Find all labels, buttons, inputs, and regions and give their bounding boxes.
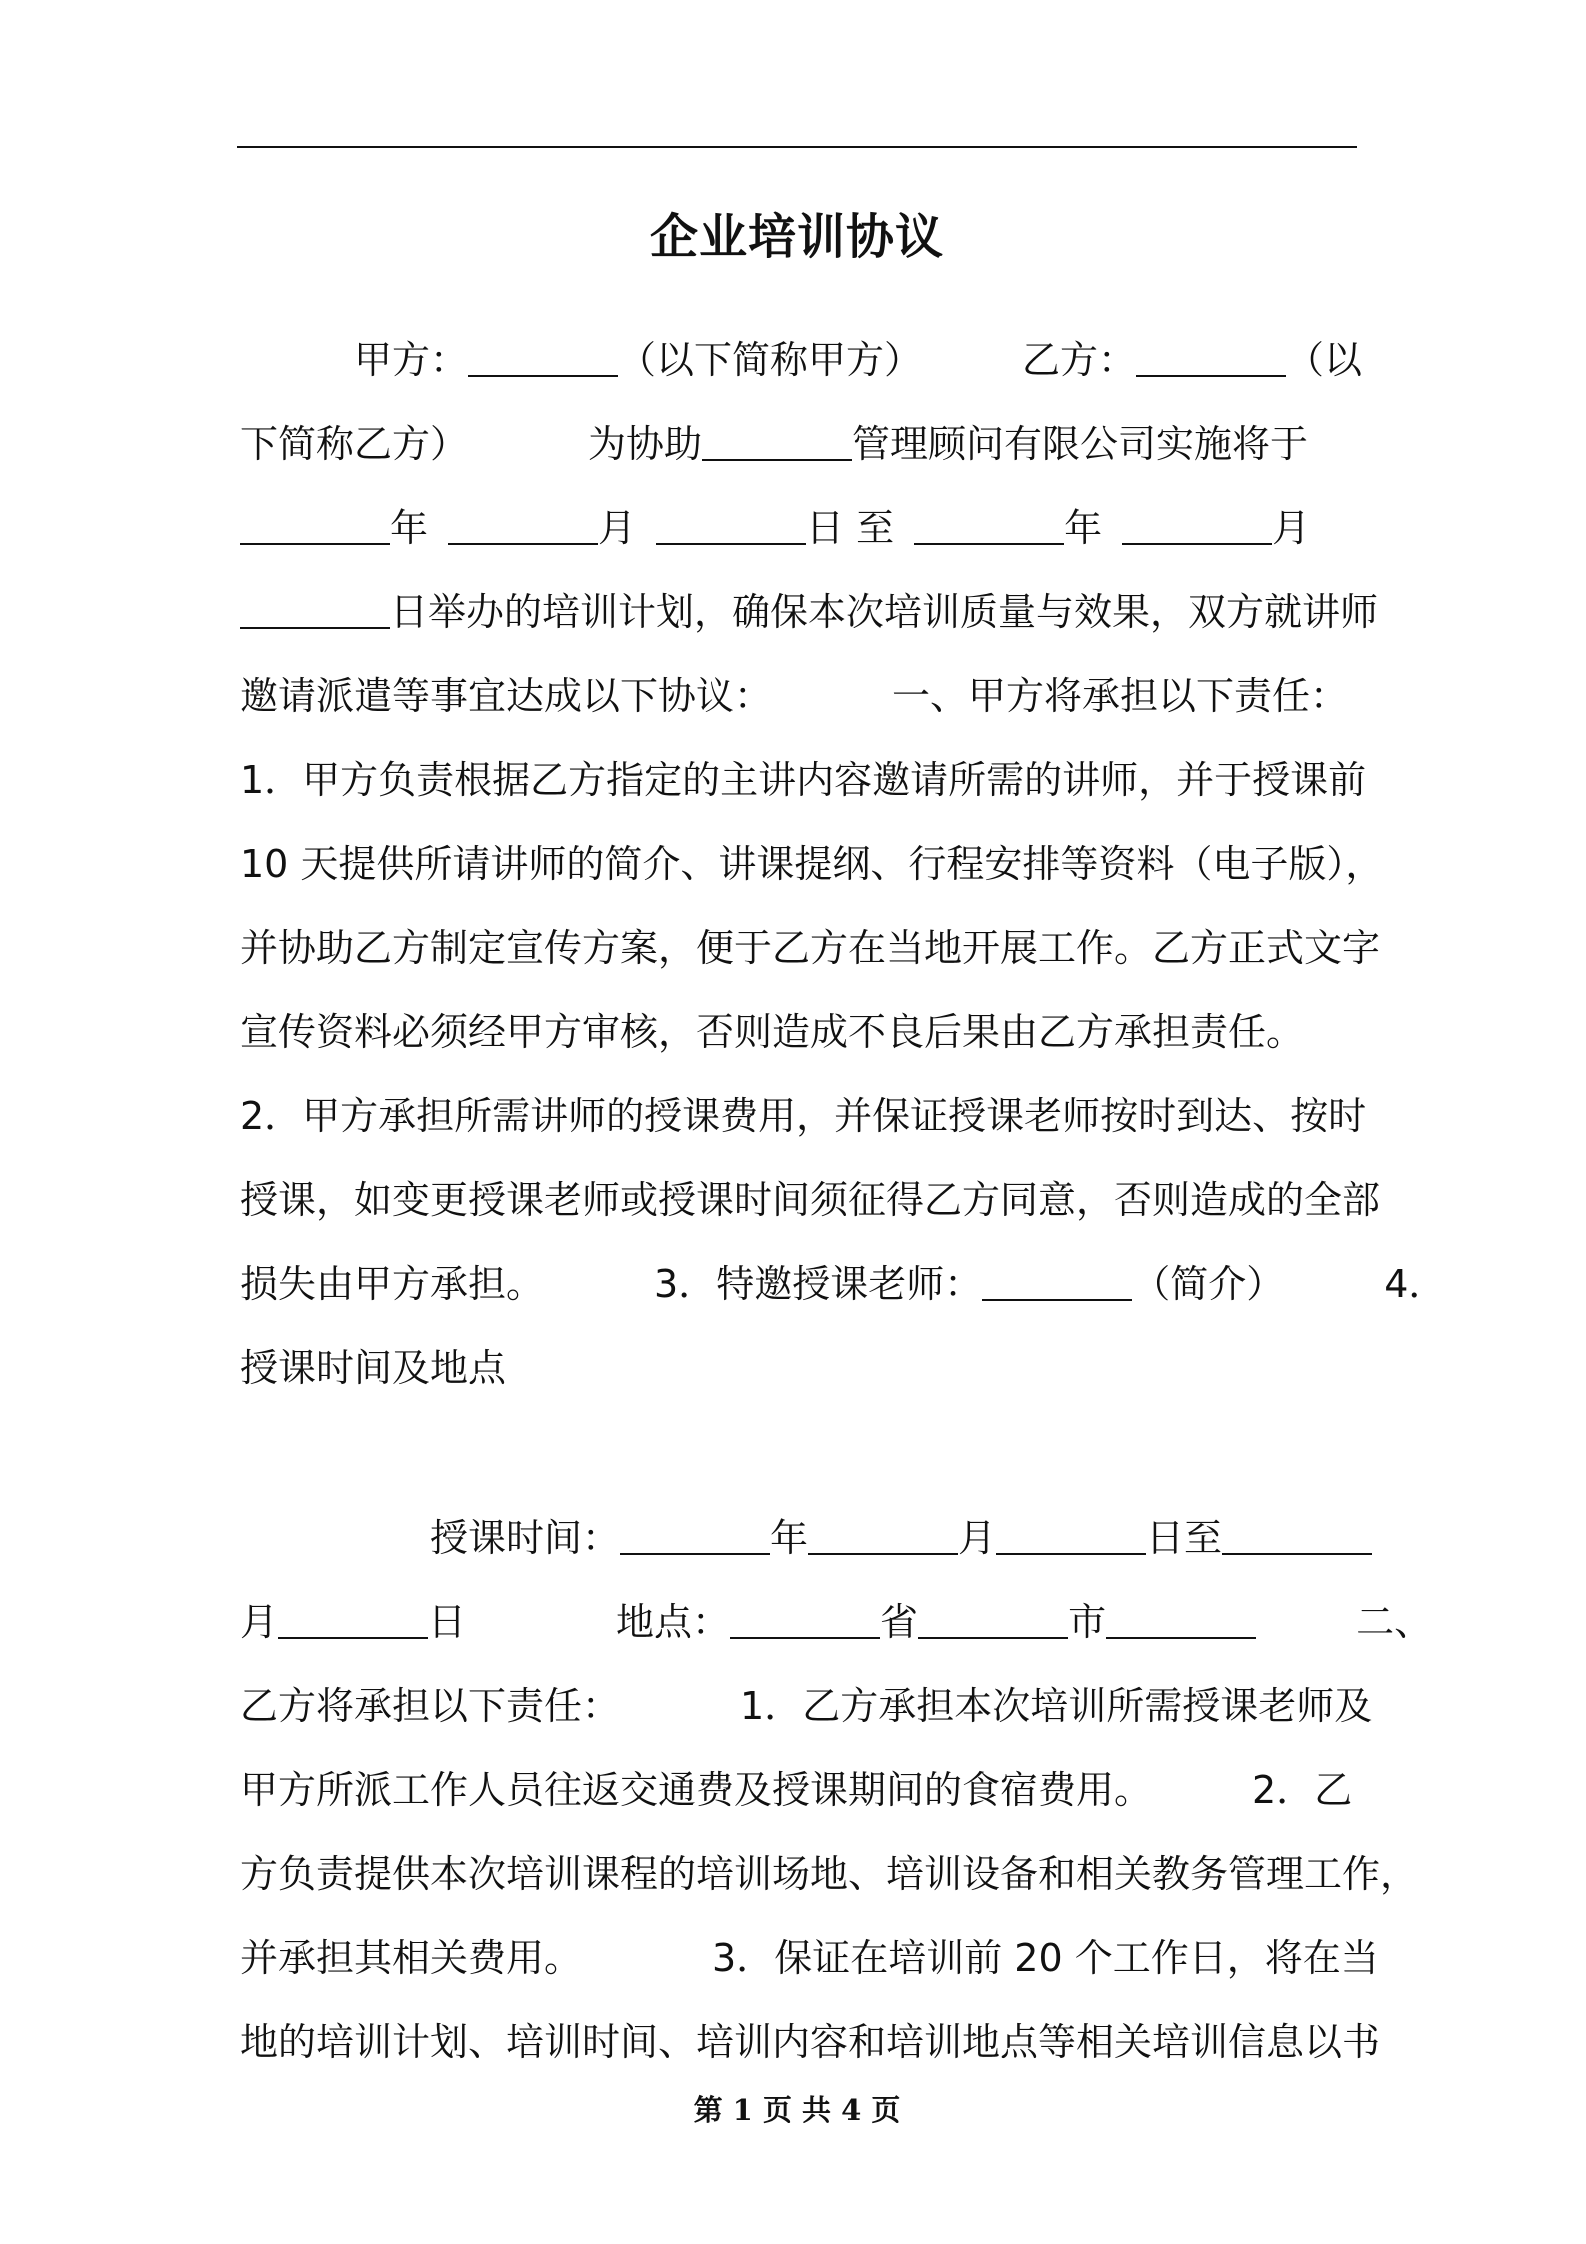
- fill-in-blank: [1136, 335, 1286, 377]
- text-segment: 省: [880, 1600, 919, 1644]
- text-segment: 邀请派遣等事宜达成以下协议：: [240, 674, 773, 718]
- text-segment: 授课时间：: [430, 1516, 621, 1560]
- body-line: [240, 2012, 1380, 2072]
- text-segment: 下简称乙方）: [240, 422, 469, 466]
- body-line: [240, 750, 1366, 810]
- text-segment: 为协助: [588, 422, 703, 466]
- fill-in-blank: [278, 1597, 428, 1639]
- text-segment: 乙方将承担以下责任：: [240, 1684, 621, 1728]
- body-line: [240, 582, 1378, 642]
- body-line: [240, 1928, 1379, 1988]
- text-segment: 日举办的培训计划，确保本次培训质量与效果，双方就讲师: [390, 590, 1379, 634]
- text-segment: 宣传资料必须经甲方审核，否则造成不良后果由乙方承担责任。: [240, 1010, 1305, 1054]
- body-line: [240, 1086, 1366, 1146]
- text-segment: 10 天提供所请讲师的简介、讲课提纲、行程安排等资料（电子版），: [240, 842, 1384, 886]
- text-segment: 地的培训计划、培训时间、培训内容和培训地点等相关培训信息以书: [240, 2020, 1381, 2064]
- text-segment: 4．: [1384, 1262, 1447, 1306]
- body-line: [240, 666, 1348, 726]
- text-segment: 并承担其相关费用。: [240, 1936, 583, 1980]
- text-segment: 授课，如变更授课老师或授课时间须征得乙方同意，否则造成的全部: [240, 1178, 1381, 1222]
- text-segment: 市: [1068, 1600, 1107, 1644]
- text-segment: 年: [770, 1516, 809, 1560]
- text-segment: 月: [240, 1600, 279, 1644]
- text-segment: 日: [428, 1600, 467, 1644]
- body-line: [240, 414, 1308, 474]
- fill-in-blank: [1122, 503, 1272, 545]
- fill-in-blank: [918, 1597, 1068, 1639]
- text-segment: 1．乙方承担本次培训所需授课老师及: [740, 1684, 1373, 1728]
- fill-in-blank: [914, 503, 1064, 545]
- text-segment: 月: [958, 1516, 997, 1560]
- body-line: [240, 1592, 1432, 1652]
- text-segment: （以: [1286, 338, 1363, 382]
- fill-in-blank: [240, 587, 390, 629]
- text-segment: 一、甲方将承担以下责任：: [892, 674, 1349, 718]
- body-line: [240, 1844, 1418, 1904]
- body-line: [240, 1254, 1446, 1314]
- fill-in-blank: [620, 1513, 770, 1555]
- text-segment: （以下简称甲方）: [618, 338, 923, 382]
- fill-in-blank: [656, 503, 806, 545]
- text-segment: 2．乙: [1252, 1768, 1353, 1812]
- document-title: 企业培训协议: [649, 209, 944, 265]
- page-footer: 第 1 页 共 4 页: [693, 2093, 901, 2127]
- text-segment: 月: [1272, 506, 1311, 550]
- header-rule: [237, 146, 1357, 148]
- fill-in-blank: [808, 1513, 958, 1555]
- body-line: [240, 1002, 1304, 1062]
- text-segment: 方负责提供本次培训课程的培训场地、培训设备和相关教务管理工作，: [240, 1852, 1419, 1896]
- text-segment: 年: [390, 506, 429, 550]
- text-segment: 甲方所派工作人员往返交通费及授课期间的食宿费用。: [240, 1768, 1153, 1812]
- text-segment: 年: [1064, 506, 1103, 550]
- fill-in-blank: [702, 419, 852, 461]
- text-segment: 授课时间及地点: [240, 1346, 507, 1390]
- fill-in-blank: [1222, 1513, 1372, 1555]
- text-segment: 地点：: [616, 1600, 731, 1644]
- text-segment: （简介）: [1132, 1262, 1285, 1306]
- body-line: [240, 1170, 1380, 1230]
- fill-in-blank: [730, 1597, 880, 1639]
- body-line: [240, 918, 1380, 978]
- text-segment: 二、: [1356, 1600, 1433, 1644]
- body-line: [240, 1508, 1372, 1568]
- text-segment: 日至: [1146, 1516, 1223, 1560]
- body-line: [240, 1338, 506, 1398]
- fill-in-blank: [996, 1513, 1146, 1555]
- fill-in-blank: [240, 503, 390, 545]
- text-segment: 管理顾问有限公司实施将于: [852, 422, 1309, 466]
- text-segment: 2．甲方承担所需讲师的授课费用，并保证授课老师按时到达、按时: [240, 1094, 1367, 1138]
- text-segment: 1．甲方负责根据乙方指定的主讲内容邀请所需的讲师，并于授课前: [240, 758, 1367, 802]
- text-segment: 3．保证在培训前 20 个工作日，将在当: [712, 1936, 1379, 1980]
- text-segment: 日 至: [806, 506, 895, 550]
- text-segment: 损失由甲方承担。: [240, 1262, 545, 1306]
- text-segment: 3．特邀授课老师：: [654, 1262, 983, 1306]
- text-segment: 甲方：: [354, 338, 469, 382]
- fill-in-blank: [448, 503, 598, 545]
- text-segment: 并协助乙方制定宣传方案，便于乙方在当地开展工作。乙方正式文字: [240, 926, 1381, 970]
- body-line: [240, 498, 1310, 558]
- body-line: [240, 1760, 1352, 1820]
- fill-in-blank: [1106, 1597, 1256, 1639]
- text-segment: 乙方：: [1022, 338, 1137, 382]
- text-segment: 月: [598, 506, 637, 550]
- body-line: [240, 834, 1383, 894]
- body-line: [240, 1676, 1372, 1736]
- fill-in-blank: [982, 1259, 1132, 1301]
- body-line: [240, 330, 1362, 390]
- fill-in-blank: [468, 335, 618, 377]
